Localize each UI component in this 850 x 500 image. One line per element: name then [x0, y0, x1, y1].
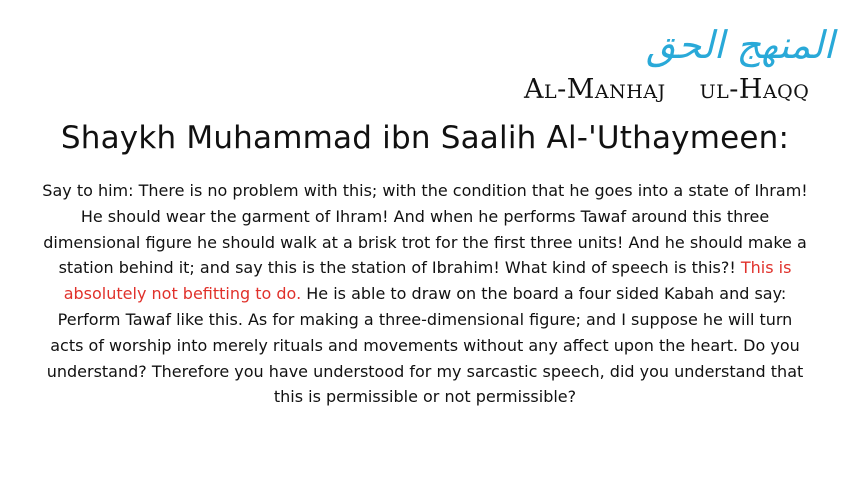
- logo-latin-right: ul-Haqq: [699, 74, 810, 105]
- quote-before: Say to him: There is no problem with this; with the condition that he goes into a state of Ihram! He should wear the garment of Ihram! And when he performs Tawaf around this three dimensional figure he should walk at a brisk trot for the first three units! And he should make a station behind it; and say this is the station of Ibrahim! What kind of speech is this?!: [42, 181, 808, 278]
- page-title: Shaykh Muhammad ibn Saalih Al-'Uthaymeen:: [60, 120, 790, 156]
- quote-text: [40, 178, 810, 410]
- calligraphy-graphic: [640, 14, 840, 74]
- quote-after: He is able to draw on the board a four sided Kabah and say: Perform Tawaf like this. As for making a three-dimensional figure; and I suppose he will turn acts of worship into merely rituals and movements without any affect upon the heart. Do you understand? Therefore you have understood for my sarcastic speech, did you understand that this is permissible or not permissible?: [46, 284, 804, 407]
- logo-arabic-calligraphy: [640, 14, 840, 74]
- logo-latin-text: [524, 74, 809, 105]
- logo-arabic-text: المنهج الحق: [645, 23, 835, 67]
- quote-highlight: This is absolutely not befitting to do.: [63, 258, 792, 304]
- site-logo: [520, 4, 850, 114]
- logo-latin-left: Al-Manhaj: [524, 74, 666, 105]
